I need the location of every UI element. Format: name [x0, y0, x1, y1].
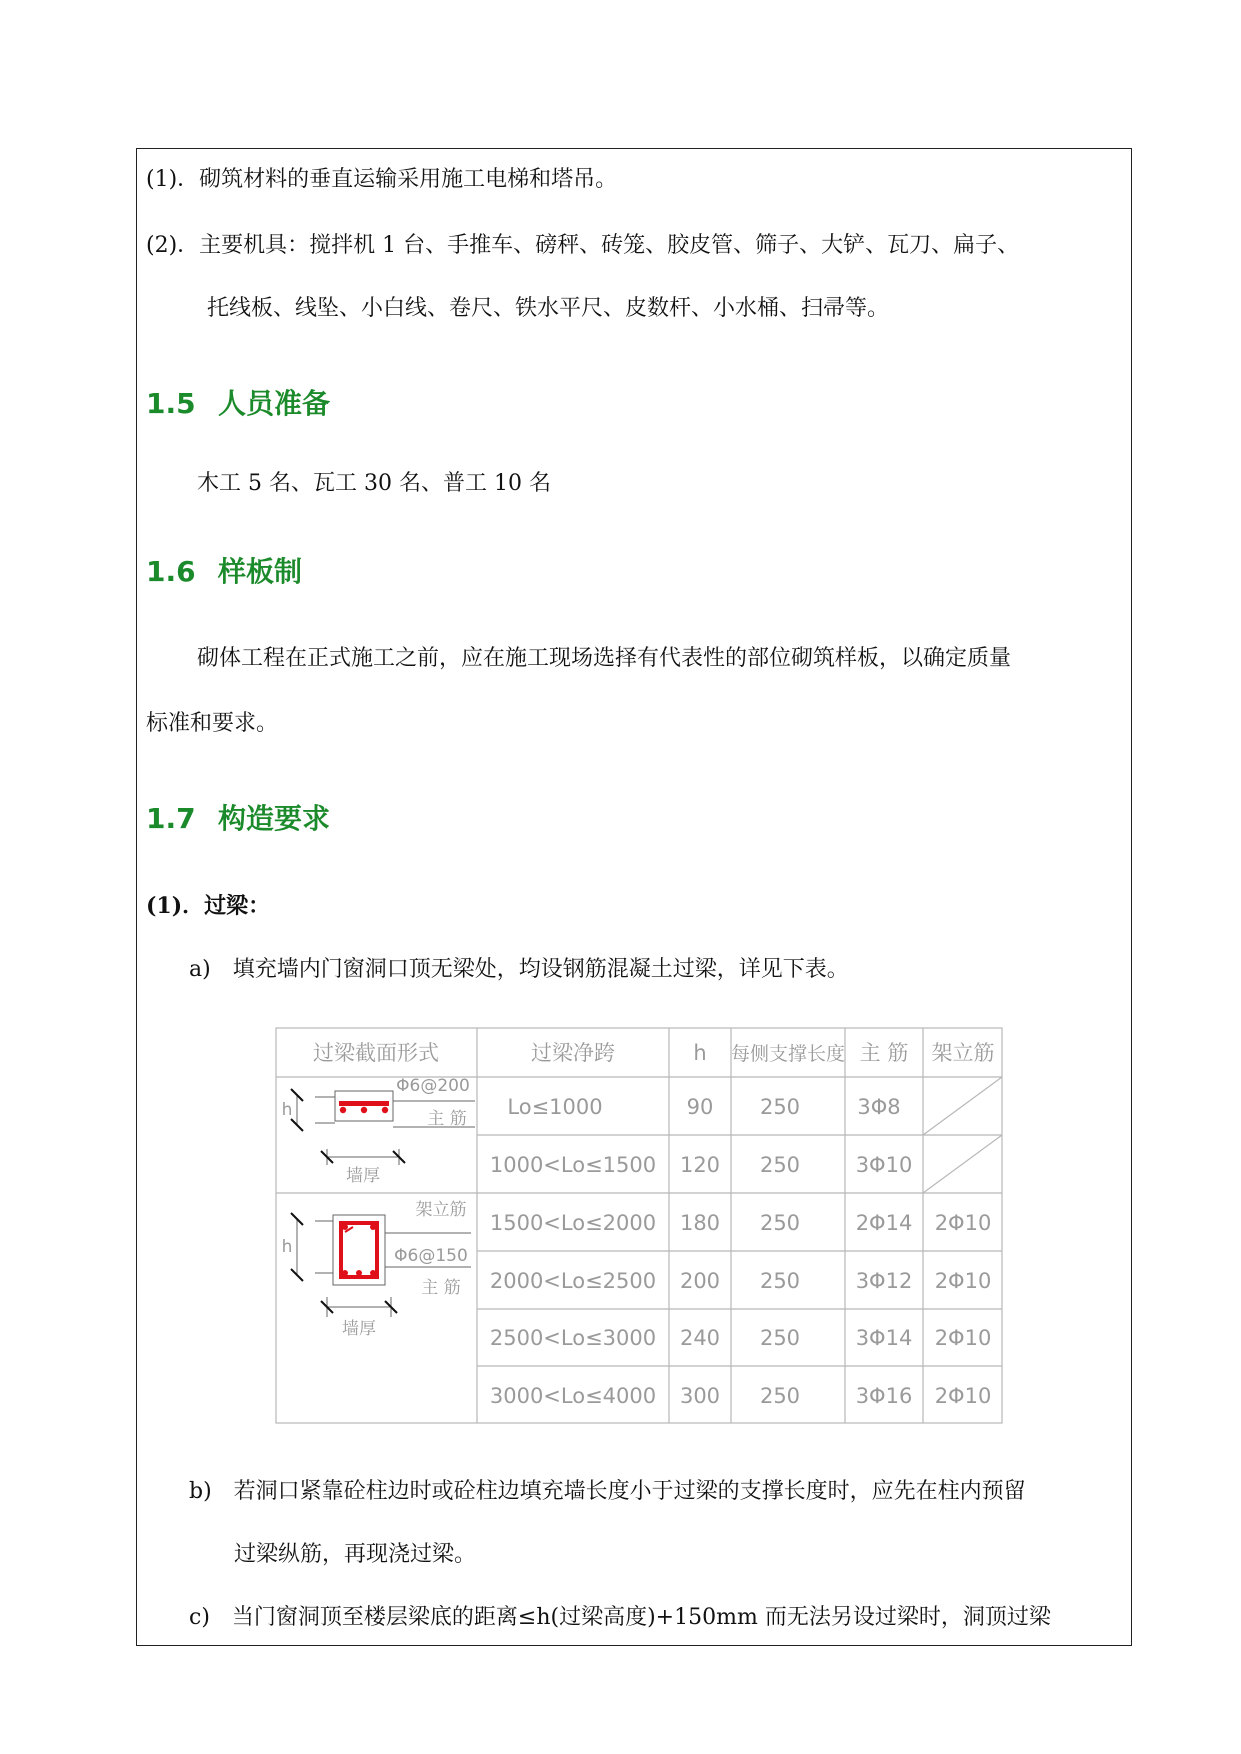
section-number: 1.6 — [146, 555, 196, 588]
row4-erect-rebar: 2Φ10 — [934, 1269, 992, 1293]
staffing-text: 木工 5 名、瓦工 30 名、普工 10 名 — [197, 471, 551, 496]
sample-text-line-1: 砌体工程在正式施工之前，应在施工现场选择有代表性的部位砌筑样板，以确定质量 — [197, 646, 1012, 671]
section-heading-1-5 — [146, 382, 330, 422]
header-clear-span: 过梁净跨 — [531, 1041, 615, 1065]
sketch2-stirrup-label: Φ6@150 — [394, 1246, 468, 1266]
equipment-item-2-line-1: (2)．主要机具：搅拌机 1 台、手推车、磅秤、砖笼、胶皮管、筛子、大铲、瓦刀、扁子、 — [146, 233, 1020, 258]
sketch1-main-label: 主 筋 — [427, 1109, 467, 1129]
header-h: h — [693, 1041, 707, 1065]
header-erect-rebar: 架立筋 — [931, 1041, 995, 1065]
row4-main-rebar: 3Φ12 — [855, 1269, 913, 1293]
lintel-sketch-box — [282, 1200, 471, 1339]
row1-h: 90 — [686, 1095, 714, 1119]
row6-span: 3000<Lo≤4000 — [489, 1384, 657, 1408]
lintel-sketch-flat — [282, 1076, 475, 1186]
sample-text-line-2: 标准和要求。 — [146, 711, 279, 736]
row1-main-rebar: 3Φ8 — [857, 1095, 901, 1119]
row4-support: 250 — [759, 1269, 801, 1293]
row6-main-rebar: 3Φ16 — [855, 1384, 913, 1408]
row5-h: 240 — [679, 1326, 721, 1350]
row1-span: Lo≤1000 — [507, 1095, 603, 1119]
sketch1-width-label: 墙厚 — [346, 1166, 380, 1186]
sketch2-erect-label: 架立筋 — [415, 1200, 467, 1220]
row6-support: 250 — [759, 1384, 801, 1408]
sketch1-stirrup-label: Φ6@200 — [396, 1076, 470, 1096]
header-main-rebar: 主 筋 — [859, 1041, 909, 1065]
row5-support: 250 — [759, 1326, 801, 1350]
section-number: 1.7 — [146, 802, 196, 835]
row5-span: 2500<Lo≤3000 — [489, 1326, 657, 1350]
row3-main-rebar: 2Φ14 — [855, 1211, 913, 1235]
section-heading-1-7 — [146, 797, 330, 837]
header-support-length: 每侧支撑长度 — [730, 1043, 846, 1065]
row4-span: 2000<Lo≤2500 — [489, 1269, 657, 1293]
sketch2-height-label: h — [281, 1237, 293, 1257]
equipment-item-1: (1)．砌筑材料的垂直运输采用施工电梯和塔吊。 — [146, 167, 618, 192]
row6-erect-rebar: 2Φ10 — [934, 1384, 992, 1408]
section-title: 人员准备 — [218, 387, 331, 420]
lintel-item-a: a) 填充墙内门窗洞口顶无梁处，均设钢筋混凝土过梁，详见下表。 — [189, 957, 849, 982]
lintel-table — [275, 1027, 1003, 1424]
section-number: 1.5 — [146, 387, 196, 420]
row2-h: 120 — [679, 1153, 721, 1177]
row3-support: 250 — [759, 1211, 801, 1235]
section-heading-1-6 — [146, 550, 302, 590]
section-title: 构造要求 — [218, 802, 331, 835]
row4-h: 200 — [679, 1269, 721, 1293]
row5-main-rebar: 3Φ14 — [855, 1326, 913, 1350]
row3-h: 180 — [679, 1211, 721, 1235]
row3-erect-rebar: 2Φ10 — [934, 1211, 992, 1235]
row5-erect-rebar: 2Φ10 — [934, 1326, 992, 1350]
lintel-item-b-line-1: b) 若洞口紧靠砼柱边时或砼柱边填充墙长度小于过梁的支撑长度时，应先在柱内预留 — [189, 1479, 1026, 1504]
row2-support: 250 — [759, 1153, 801, 1177]
lintel-item-c: c) 当门窗洞顶至楼层梁底的距离≤h(过梁高度)+150mm 而无法另设过梁时，洞顶过梁 — [189, 1605, 1051, 1630]
lintel-subheading: (1)．过梁： — [146, 893, 271, 919]
equipment-item-2-line-2: 托线板、线坠、小白线、卷尺、铁水平尺、皮数杆、小水桶、扫帚等。 — [207, 296, 890, 321]
row6-h: 300 — [679, 1384, 721, 1408]
section-title: 样板制 — [218, 555, 303, 588]
lintel-item-b-line-2: 过梁纵筋，再现浇过梁。 — [234, 1542, 477, 1567]
row3-span: 1500<Lo≤2000 — [489, 1211, 657, 1235]
row1-support: 250 — [759, 1095, 801, 1119]
row2-main-rebar: 3Φ10 — [855, 1153, 913, 1177]
header-section-form: 过梁截面形式 — [313, 1041, 439, 1065]
sketch2-width-label: 墙厚 — [342, 1319, 376, 1339]
row2-span: 1000<Lo≤1500 — [489, 1153, 657, 1177]
sketch2-main-label: 主 筋 — [421, 1278, 461, 1298]
sketch1-height-label: h — [281, 1100, 293, 1120]
